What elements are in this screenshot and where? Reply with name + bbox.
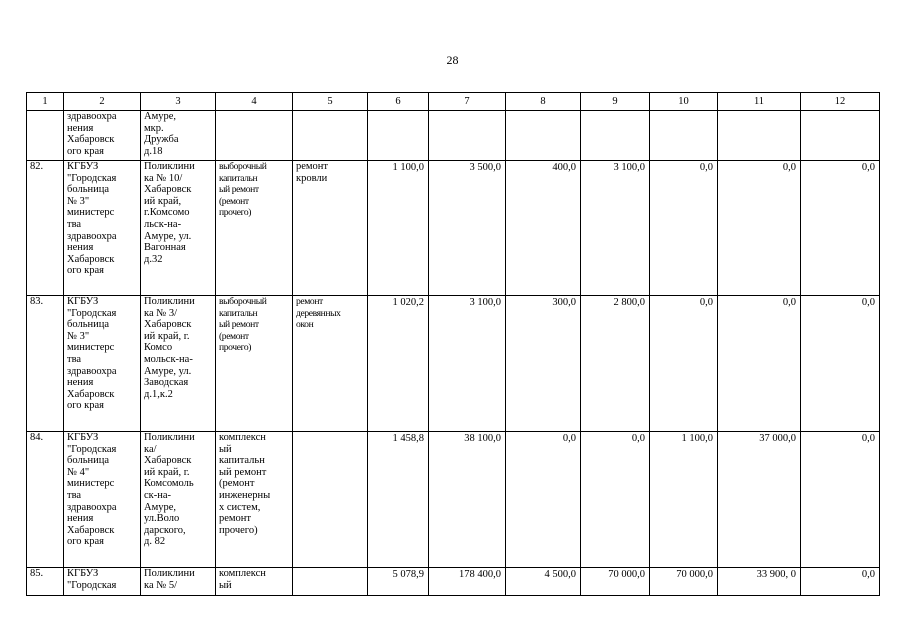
value-cell xyxy=(581,111,650,161)
work-description-cell xyxy=(293,111,368,161)
value-cell xyxy=(368,111,429,161)
work-description-cell xyxy=(293,568,368,596)
value-cell: 0,0 xyxy=(718,161,801,296)
column-header: 10 xyxy=(650,93,718,111)
column-header: 4 xyxy=(216,93,293,111)
value-cell: 300,0 xyxy=(506,296,581,432)
work-type-cell xyxy=(216,111,293,161)
value-cell: 5 078,9 xyxy=(368,568,429,596)
address-cell: Поликлини ка № 10/ Хабаровск ий край, г.Комсомо льск-на- Амуре, ул. Вагонная д.32 xyxy=(141,161,216,296)
value-cell: 38 100,0 xyxy=(429,432,506,568)
value-cell: 4 500,0 xyxy=(506,568,581,596)
table-row xyxy=(27,432,880,568)
value-cell: 70 000,0 xyxy=(650,568,718,596)
institution-cell: здравоохра нения Хабаровск ого края xyxy=(64,111,141,161)
value-cell: 0,0 xyxy=(581,432,650,568)
row-number-cell: 85. xyxy=(27,568,64,596)
value-cell: 1 020,2 xyxy=(368,296,429,432)
value-cell: 70 000,0 xyxy=(581,568,650,596)
address-cell: Амуре, мкр. Дружба д.18 xyxy=(141,111,216,161)
column-header: 1 xyxy=(27,93,64,111)
value-cell: 3 100,0 xyxy=(581,161,650,296)
institution-cell: КГБУЗ "Городская xyxy=(64,568,141,596)
table-row xyxy=(27,111,880,161)
value-cell: 0,0 xyxy=(650,296,718,432)
row-number-cell: 84. xyxy=(27,432,64,568)
value-cell xyxy=(801,111,880,161)
address-cell: Поликлини ка № 5/ xyxy=(141,568,216,596)
table-row xyxy=(27,161,880,296)
table-row xyxy=(27,296,880,432)
work-type-cell: комплексн ый капитальн ый ремонт (ремонт инженерны х систем, ремонт прочего) xyxy=(216,432,293,568)
work-description-cell: ремонт деревянных окон xyxy=(293,296,368,432)
value-cell: 3 500,0 xyxy=(429,161,506,296)
value-cell: 400,0 xyxy=(506,161,581,296)
column-header: 9 xyxy=(581,93,650,111)
value-cell: 3 100,0 xyxy=(429,296,506,432)
row-number-cell: 82. xyxy=(27,161,64,296)
data-table xyxy=(26,92,880,596)
work-type-cell: выборочный капитальн ый ремонт (ремонт прочего) xyxy=(216,296,293,432)
value-cell: 0,0 xyxy=(506,432,581,568)
work-description-cell xyxy=(293,432,368,568)
value-cell xyxy=(650,111,718,161)
value-cell: 0,0 xyxy=(650,161,718,296)
table-header-row xyxy=(27,93,880,111)
value-cell: 0,0 xyxy=(801,568,880,596)
column-header: 7 xyxy=(429,93,506,111)
value-cell: 33 900, 0 xyxy=(718,568,801,596)
value-cell: 1 100,0 xyxy=(650,432,718,568)
value-cell: 37 000,0 xyxy=(718,432,801,568)
value-cell: 178 400,0 xyxy=(429,568,506,596)
row-number-cell: 83. xyxy=(27,296,64,432)
value-cell: 0,0 xyxy=(801,432,880,568)
column-header: 5 xyxy=(293,93,368,111)
institution-cell: КГБУЗ "Городская больница № 4" министерс тва здравоохра нения Хабаровск ого края xyxy=(64,432,141,568)
value-cell: 0,0 xyxy=(801,296,880,432)
institution-cell: КГБУЗ "Городская больница № 3" министерс тва здравоохра нения Хабаровск ого края xyxy=(64,161,141,296)
column-header: 11 xyxy=(718,93,801,111)
value-cell: 1 100,0 xyxy=(368,161,429,296)
address-cell: Поликлини ка № 3/ Хабаровск ий край, г. Комсо мольск-на- Амуре, ул. Заводская д.1,к.2 xyxy=(141,296,216,432)
value-cell: 2 800,0 xyxy=(581,296,650,432)
work-type-cell: выборочный капитальн ый ремонт (ремонт прочего) xyxy=(216,161,293,296)
page-number: 28 xyxy=(446,53,459,67)
address-cell: Поликлини ка/ Хабаровск ий край, г. Комсомоль ск-на- Амуре, ул.Воло дарского, д. 82 xyxy=(141,432,216,568)
column-header: 8 xyxy=(506,93,581,111)
value-cell: 1 458,8 xyxy=(368,432,429,568)
value-cell xyxy=(429,111,506,161)
value-cell: 0,0 xyxy=(801,161,880,296)
table-row xyxy=(27,568,880,596)
column-header: 2 xyxy=(64,93,141,111)
column-header: 12 xyxy=(801,93,880,111)
column-header: 3 xyxy=(141,93,216,111)
institution-cell: КГБУЗ "Городская больница № 3" министерс тва здравоохра нения Хабаровск ого края xyxy=(64,296,141,432)
value-cell xyxy=(718,111,801,161)
value-cell xyxy=(506,111,581,161)
work-description-cell: ремонт кровли xyxy=(293,161,368,296)
work-type-cell: комплексн ый xyxy=(216,568,293,596)
column-header: 6 xyxy=(368,93,429,111)
row-number-cell xyxy=(27,111,64,161)
value-cell: 0,0 xyxy=(718,296,801,432)
